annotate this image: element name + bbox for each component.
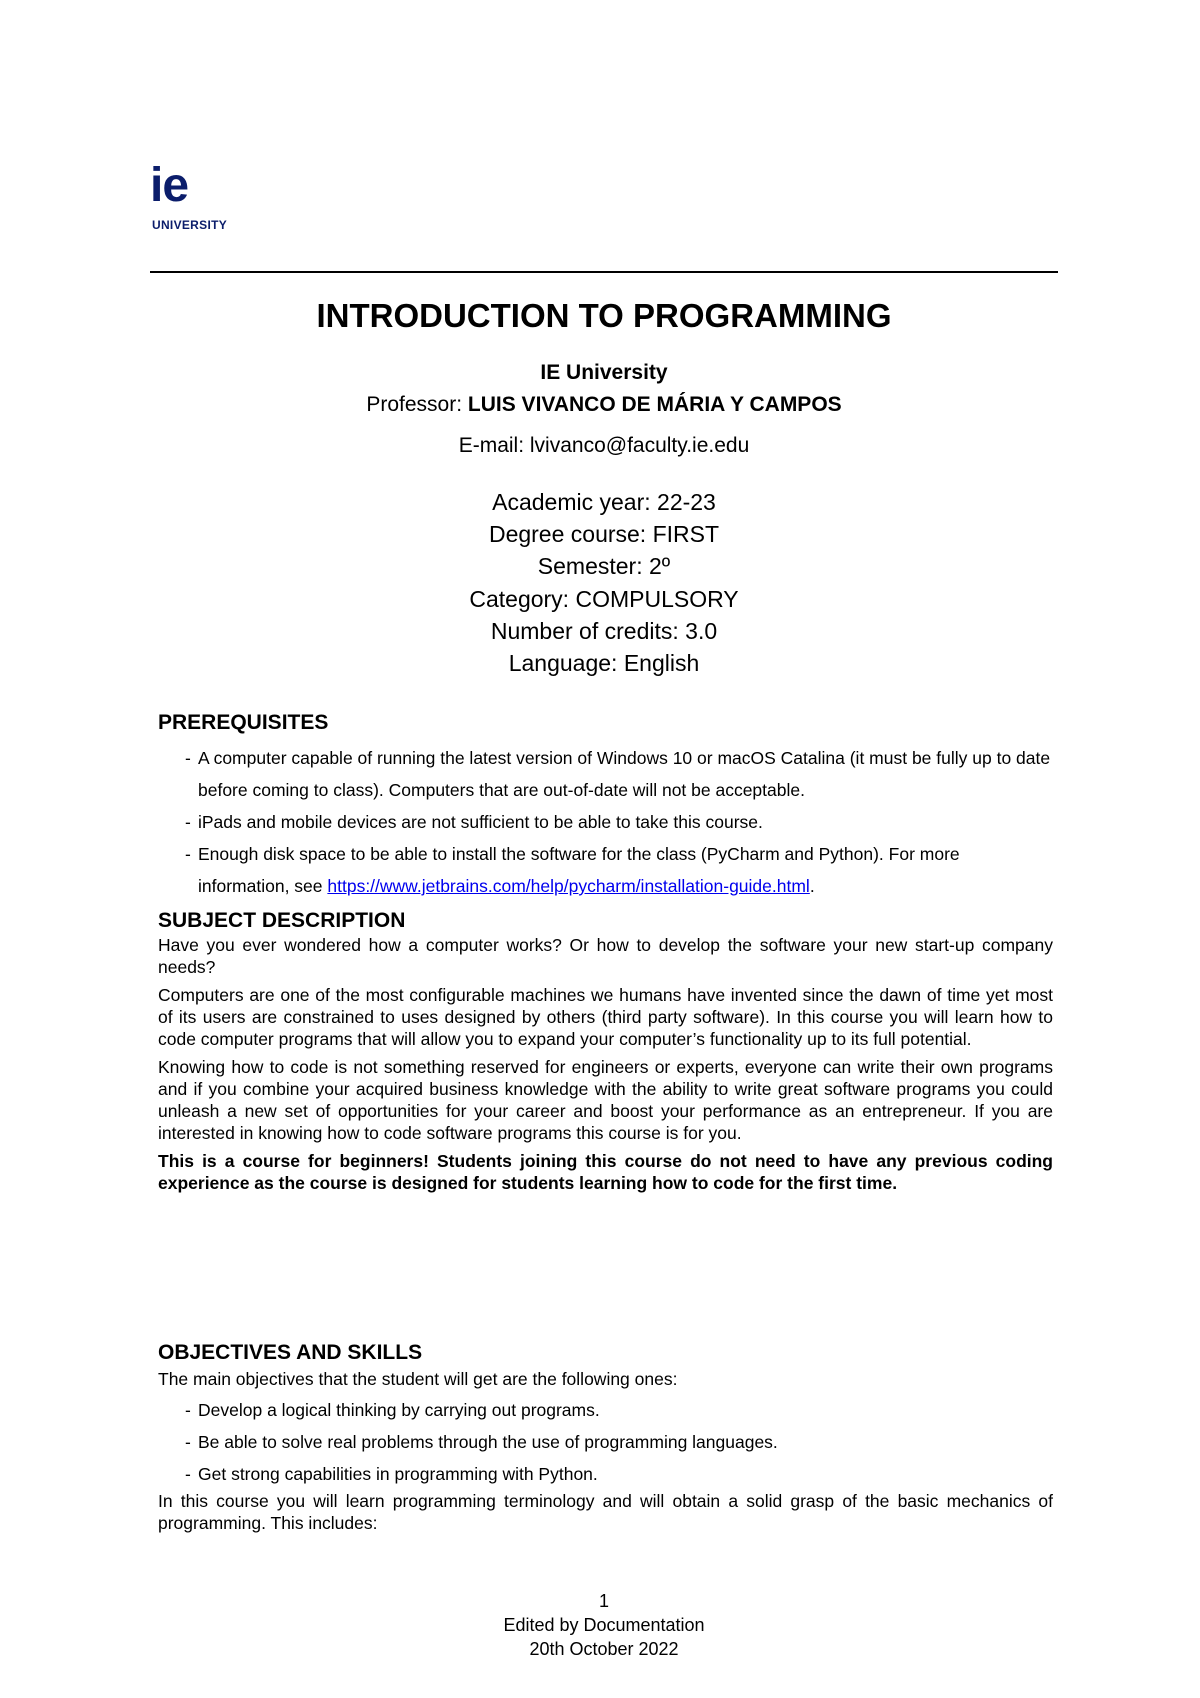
meta-degree-course: Degree course: FIRST: [488, 521, 720, 548]
prereq-item3-suffix: .: [809, 876, 815, 896]
ie-university-logo: [152, 160, 242, 240]
email-line: E-mail: lvivanco@faculty.ie.edu: [458, 434, 750, 457]
list-item: - Develop a logical thinking by carrying out programs.: [158, 1394, 1053, 1426]
subject-paragraph: Computers are one of the most configurable machines we humans have invented since the dawn of time yet most of its users are constrained to uses designed by others (third party software). In this course you will learn how to code computer programs that will allow you to expand your computer’s functionality up to its full potential.: [158, 985, 1053, 1049]
professor-label: Professor:: [366, 393, 468, 416]
objectives-intro: The main objectives that the student will get are the following ones:: [158, 1369, 678, 1389]
logo-letters: ie: [150, 159, 189, 212]
list-item: - A computer capable of running the latest version of Windows 10 or macOS Catalina (it must be fully up to date before coming to class). Computers that are out-of-date will not be acceptable.: [158, 742, 1053, 806]
document-title: INTRODUCTION TO PROGRAMMING: [316, 297, 892, 334]
meta-academic-year: Academic year: 22-23: [492, 489, 716, 515]
prerequisites-section: [158, 710, 1053, 902]
header-divider: [150, 271, 1058, 273]
list-item: [158, 838, 1053, 902]
meta-category: Category: COMPULSORY: [469, 585, 739, 612]
objectives-section: [158, 1340, 1053, 1534]
prereq-item3-text: Enough disk space to be able to install the software for the class (PyCharm and Python). For more information, see: [198, 844, 960, 896]
subject-paragraph: Knowing how to code is not something reserved for engineers or experts, everyone can write their own programs and if you combine your acquired business knowledge with the ability to write great software programs you could unleash a new set of opportunities for your career and boost your performance as an entrepreneur. If you are interested in knowing how to code software programs this course is for you.: [158, 1057, 1053, 1143]
list-item: - Be able to solve real problems through the use of programming languages.: [158, 1426, 1053, 1458]
professor-name: LUIS VIVANCO DE MÁRIA Y CAMPOS: [467, 393, 842, 416]
professor-line: [150, 391, 1058, 419]
prerequisites-list: [158, 742, 1053, 902]
subject-description-section: [158, 908, 1053, 1200]
course-meta: [150, 486, 1058, 679]
objectives-heading: OBJECTIVES AND SKILLS: [158, 1341, 423, 1364]
list-item: - iPads and mobile devices are not sufficient to be able to take this course.: [158, 806, 1053, 838]
meta-credits: Number of credits: 3.0: [490, 617, 718, 644]
subject-description-heading: SUBJECT DESCRIPTION: [158, 909, 406, 932]
beginners-note: This is a course for beginners! Students joining this course do not need to have any previous coding experience as the course is designed for students learning how to code for the first time.: [158, 1151, 1053, 1193]
objectives-list: [158, 1394, 1053, 1490]
meta-semester: Semester: 2º: [537, 553, 671, 580]
objectives-outro: In this course you will learn programming terminology and will obtain a solid grasp of the basic mechanics of programming. This includes:: [158, 1491, 1053, 1533]
university-name: IE University: [540, 361, 668, 384]
pycharm-install-link[interactable]: https://www.jetbrains.com/help/pycharm/installation-guide.html: [327, 876, 810, 896]
logo-university-text: UNIVERSITY: [152, 218, 228, 232]
page-footer: [150, 1589, 1058, 1661]
logo-ie-mark: [152, 160, 202, 210]
page-number: 1: [598, 1591, 609, 1611]
prerequisites-heading: PREREQUISITES: [158, 711, 329, 734]
meta-language: Language: English: [508, 649, 700, 676]
footer-date: 20th October 2022: [529, 1639, 679, 1659]
footer-edited-by: Edited by Documentation: [503, 1615, 705, 1635]
subject-paragraph: Have you ever wondered how a computer works? Or how to develop the software your new start-up company needs?: [158, 935, 1053, 977]
list-item: - Get strong capabilities in programming with Python.: [158, 1458, 1053, 1490]
